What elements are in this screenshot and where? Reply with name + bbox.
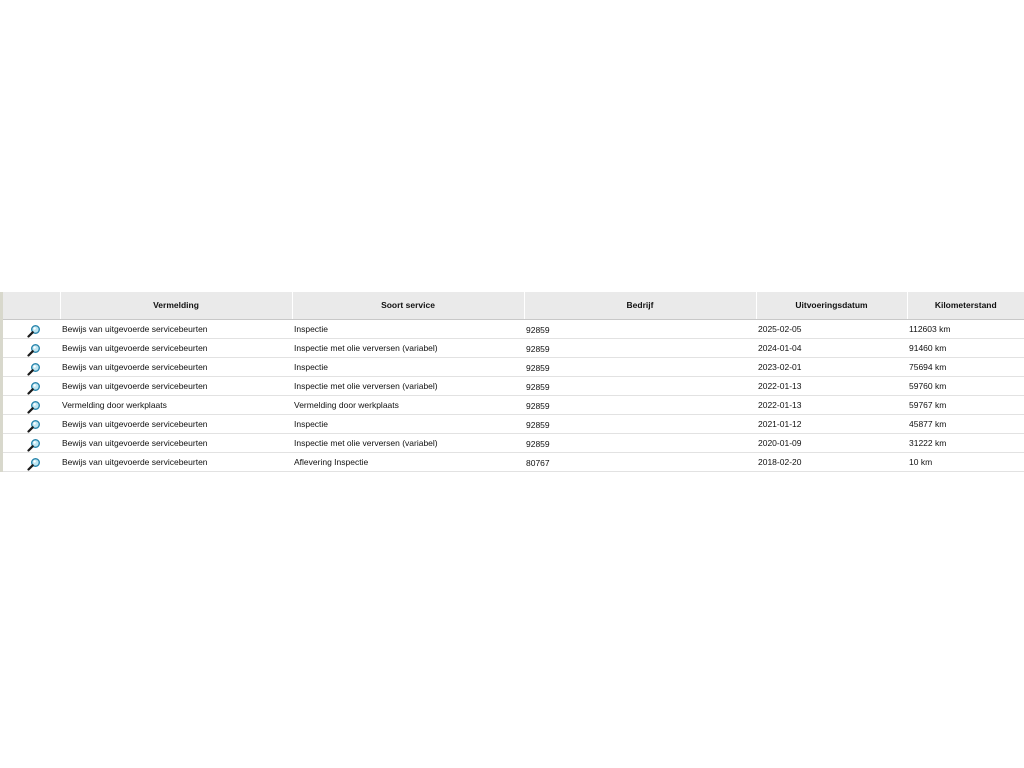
row-detail-cell — [3, 433, 60, 452]
table-row — [3, 433, 1024, 452]
cell-soort-service: Inspectie met olie verversen (variabel) — [292, 338, 524, 357]
magnifier-icon[interactable] — [27, 419, 41, 433]
cell-uitvoeringsdatum: 2023-02-01 — [756, 357, 907, 376]
header-icon-column — [3, 292, 60, 319]
cell-uitvoeringsdatum: 2024-01-04 — [756, 338, 907, 357]
cell-bedrijf: 80767 — [524, 452, 756, 471]
cell-kilometerstand: 59760 km — [907, 376, 1024, 395]
cell-vermelding: Bewijs van uitgevoerde servicebeurten — [60, 338, 292, 357]
magnifier-icon[interactable] — [27, 400, 41, 414]
cell-vermelding: Bewijs van uitgevoerde servicebeurten — [60, 414, 292, 433]
cell-soort-service: Inspectie — [292, 414, 524, 433]
cell-kilometerstand: 75694 km — [907, 357, 1024, 376]
magnifier-icon[interactable] — [27, 438, 41, 452]
cell-soort-service: Aflevering Inspectie — [292, 452, 524, 471]
row-detail-cell — [3, 357, 60, 376]
table-row — [3, 395, 1024, 414]
cell-uitvoeringsdatum: 2020-01-09 — [756, 433, 907, 452]
cell-uitvoeringsdatum: 2021-01-12 — [756, 414, 907, 433]
cell-kilometerstand: 59767 km — [907, 395, 1024, 414]
table-body — [3, 319, 1024, 471]
cell-kilometerstand: 31222 km — [907, 433, 1024, 452]
service-history-table-container — [0, 292, 1024, 472]
cell-kilometerstand: 45877 km — [907, 414, 1024, 433]
cell-bedrijf: 92859 — [524, 338, 756, 357]
cell-uitvoeringsdatum: 2022-01-13 — [756, 395, 907, 414]
magnifier-icon[interactable] — [27, 381, 41, 395]
cell-uitvoeringsdatum: 2018-02-20 — [756, 452, 907, 471]
cell-vermelding: Bewijs van uitgevoerde servicebeurten — [60, 357, 292, 376]
header-bedrijf[interactable]: Bedrijf — [524, 292, 756, 319]
table-row — [3, 338, 1024, 357]
cell-kilometerstand: 112603 km — [907, 319, 1024, 338]
cell-bedrijf: 92859 — [524, 395, 756, 414]
cell-vermelding: Bewijs van uitgevoerde servicebeurten — [60, 319, 292, 338]
cell-kilometerstand: 91460 km — [907, 338, 1024, 357]
header-kilometerstand[interactable]: Kilometerstand — [907, 292, 1024, 319]
cell-vermelding: Vermelding door werkplaats — [60, 395, 292, 414]
cell-vermelding: Bewijs van uitgevoerde servicebeurten — [60, 433, 292, 452]
cell-bedrijf: 92859 — [524, 376, 756, 395]
row-detail-cell — [3, 338, 60, 357]
row-detail-cell — [3, 395, 60, 414]
magnifier-icon[interactable] — [27, 324, 41, 338]
cell-vermelding: Bewijs van uitgevoerde servicebeurten — [60, 376, 292, 395]
cell-soort-service: Inspectie met olie verversen (variabel) — [292, 376, 524, 395]
cell-kilometerstand: 10 km — [907, 452, 1024, 471]
cell-soort-service: Inspectie met olie verversen (variabel) — [292, 433, 524, 452]
table-row — [3, 414, 1024, 433]
header-soort-service[interactable]: Soort service — [292, 292, 524, 319]
cell-soort-service: Inspectie — [292, 357, 524, 376]
cell-bedrijf: 92859 — [524, 319, 756, 338]
table-row — [3, 452, 1024, 471]
service-history-table — [3, 292, 1024, 472]
table-header-row — [3, 292, 1024, 319]
cell-bedrijf: 92859 — [524, 357, 756, 376]
cell-vermelding: Bewijs van uitgevoerde servicebeurten — [60, 452, 292, 471]
cell-soort-service: Vermelding door werkplaats — [292, 395, 524, 414]
table-row — [3, 376, 1024, 395]
table-row — [3, 357, 1024, 376]
magnifier-icon[interactable] — [27, 362, 41, 376]
row-detail-cell — [3, 376, 60, 395]
table-row — [3, 319, 1024, 338]
cell-uitvoeringsdatum: 2022-01-13 — [756, 376, 907, 395]
cell-bedrijf: 92859 — [524, 433, 756, 452]
magnifier-icon[interactable] — [27, 457, 41, 471]
header-uitvoeringsdatum[interactable]: Uitvoeringsdatum — [756, 292, 907, 319]
magnifier-icon[interactable] — [27, 343, 41, 357]
row-detail-cell — [3, 452, 60, 471]
row-detail-cell — [3, 414, 60, 433]
cell-uitvoeringsdatum: 2025-02-05 — [756, 319, 907, 338]
header-vermelding[interactable]: Vermelding — [60, 292, 292, 319]
cell-soort-service: Inspectie — [292, 319, 524, 338]
cell-bedrijf: 92859 — [524, 414, 756, 433]
row-detail-cell — [3, 319, 60, 338]
